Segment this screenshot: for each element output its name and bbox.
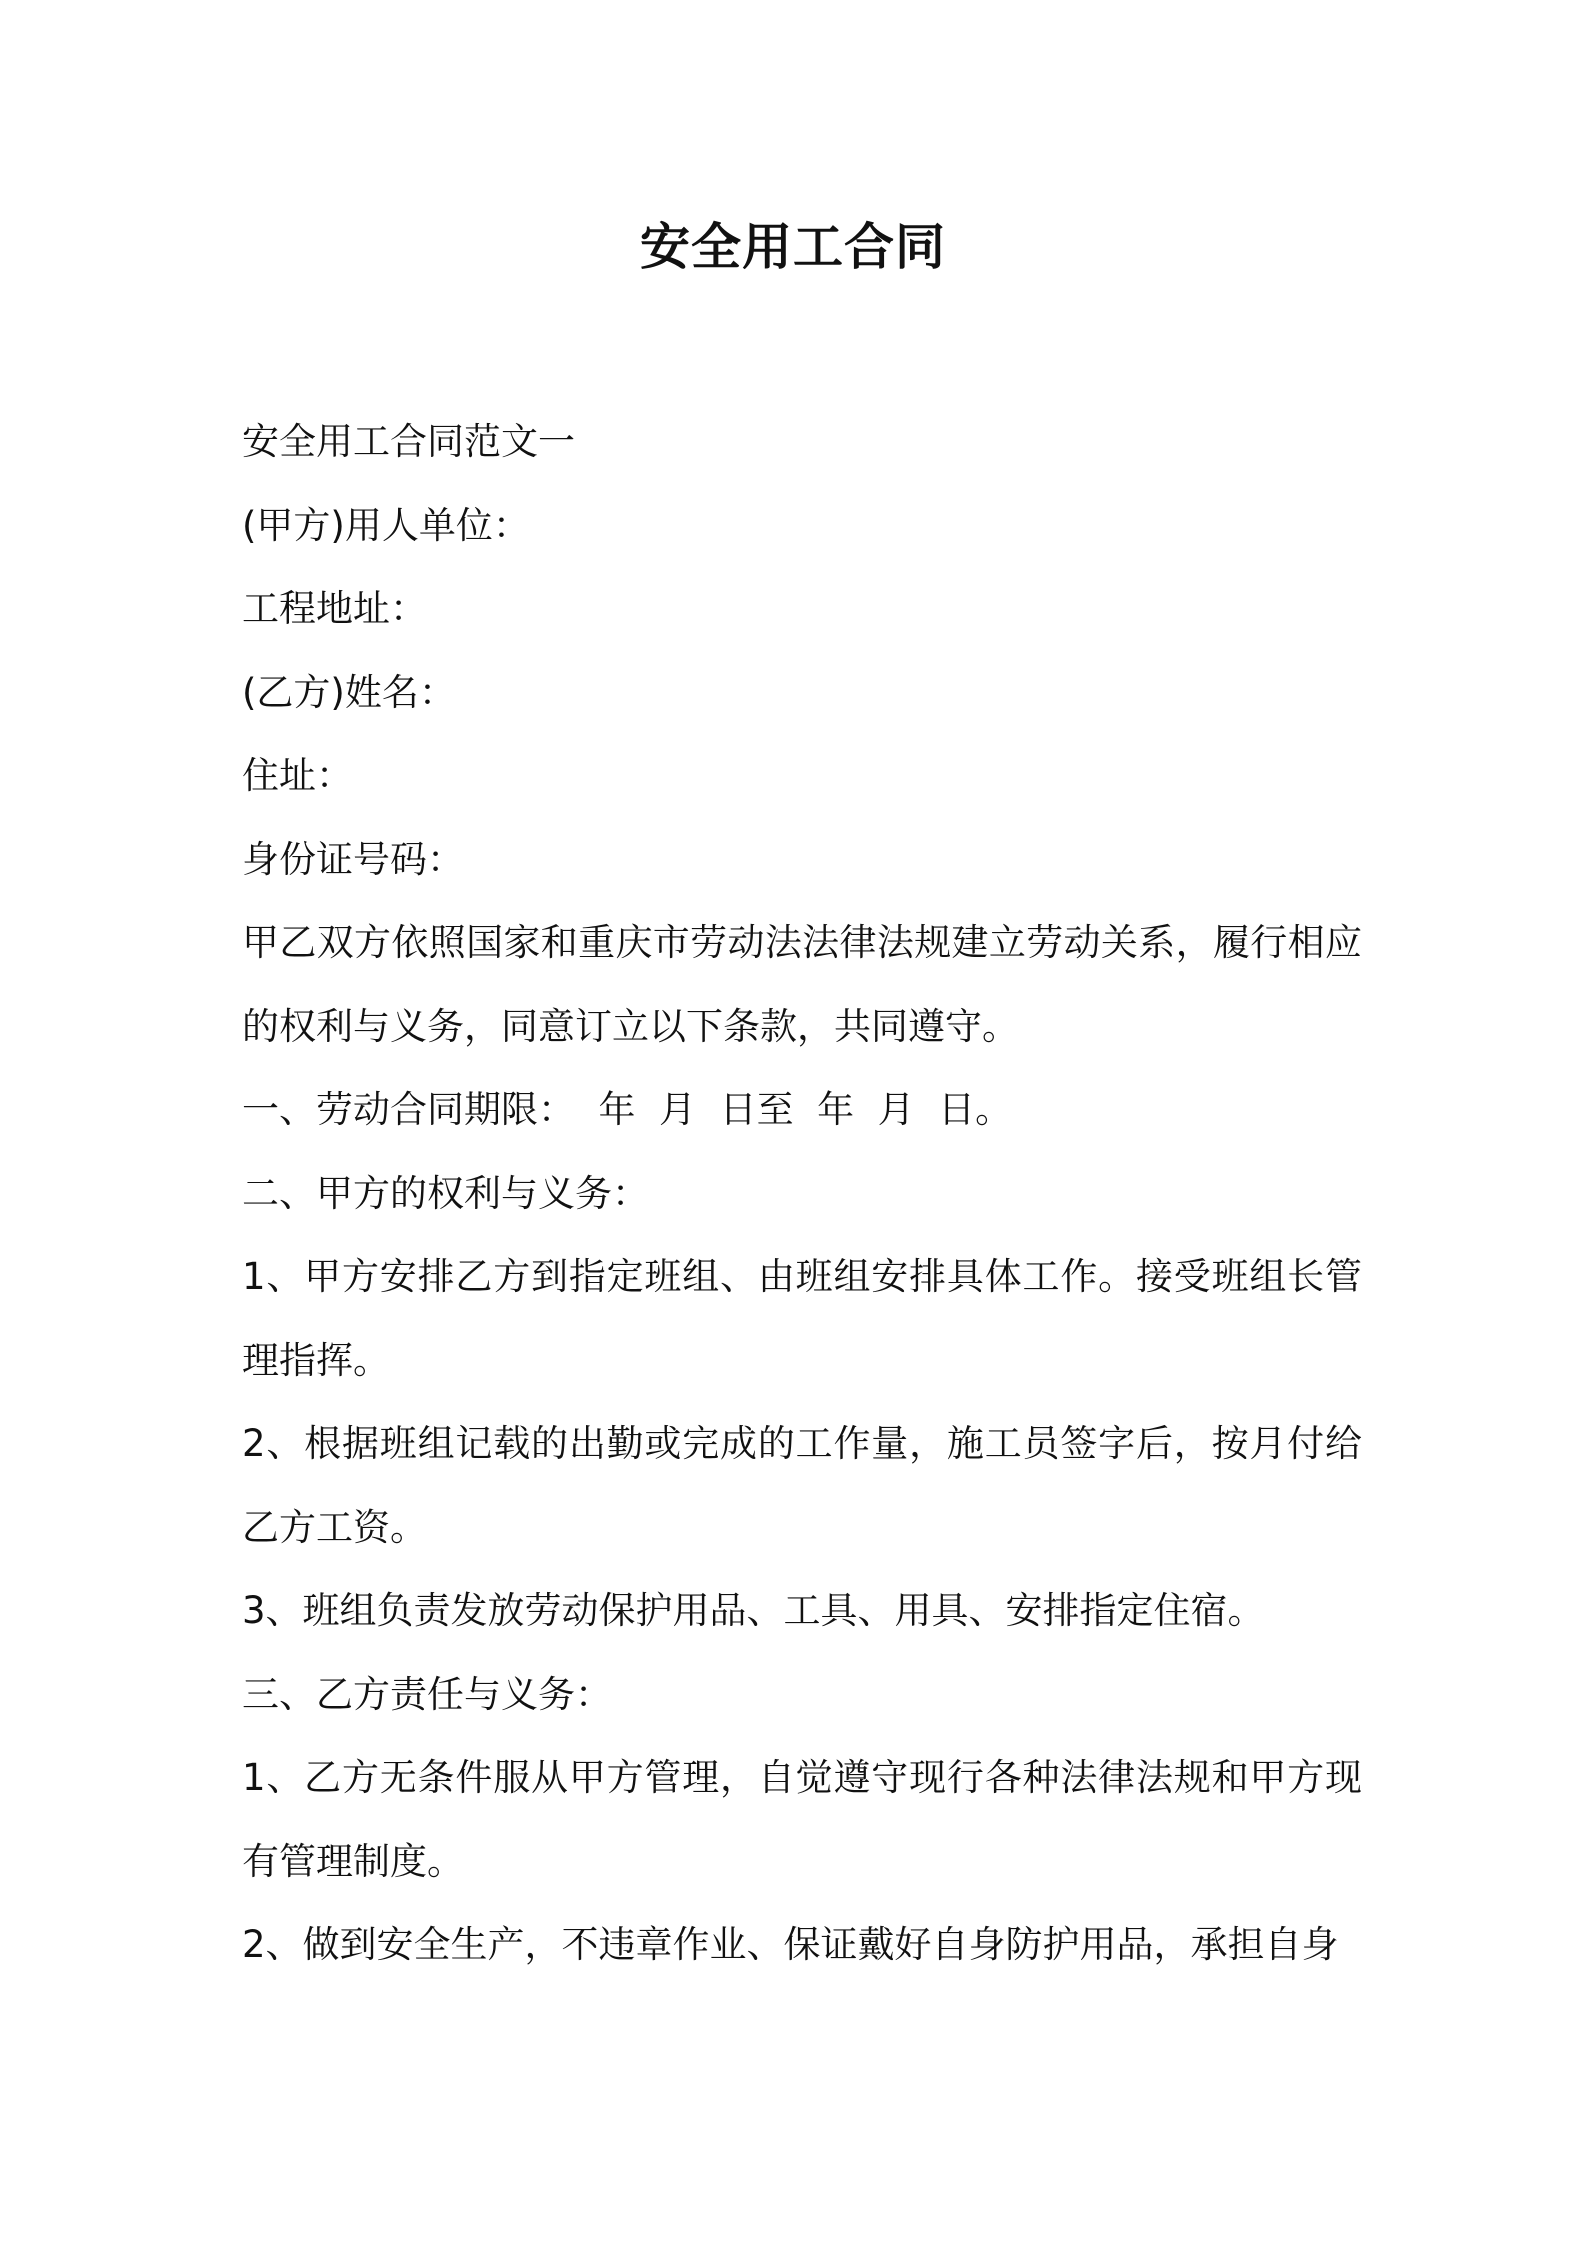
clause-a-2: 2、根据班组记载的出勤或完成的工作量，施工员签字后，按月付给乙方工资。 — [242, 1422, 1362, 1549]
section-heading-party-b: 三、乙方责任与义务： — [242, 1672, 612, 1716]
clause-b-2: 2、做到安全生产，不违章作业、保证戴好自身防护用品，承担自身 — [242, 1923, 1339, 1966]
field-id-number: 身份证号码： — [242, 837, 464, 881]
document-title: 安全用工合同 — [640, 218, 946, 276]
document-body — [242, 400, 1362, 1987]
field-project-address: 工程地址： — [242, 587, 427, 630]
field-employee-name: (乙方)姓名： — [242, 670, 456, 714]
section-term: 一、劳动合同期限： 年 月 日至 年 月 日。 — [242, 1088, 1013, 1131]
clause-b-1: 1、乙方无条件服从甲方管理，自觉遵守现行各种法律法规和甲方现有管理制度。 — [242, 1756, 1362, 1883]
clause-a-1: 1、甲方安排乙方到指定班组、由班组安排具体工作。接受班组长管理指挥。 — [242, 1255, 1362, 1382]
clause-a-3: 3、班组负责发放劳动保护用品、工具、用具、安排指定住宿。 — [242, 1589, 1265, 1632]
field-employer: (甲方)用人单位： — [242, 503, 530, 547]
section-heading-party-a: 二、甲方的权利与义务： — [242, 1171, 649, 1215]
field-address: 住址： — [242, 754, 353, 797]
paragraph-subtitle: 安全用工合同范文一 — [242, 420, 575, 463]
paragraph-preamble: 甲乙双方依照国家和重庆市劳动法法律法规建立劳动关系，履行相应的权利与义务，同意订立以下条款，共同遵守。 — [242, 921, 1362, 1048]
